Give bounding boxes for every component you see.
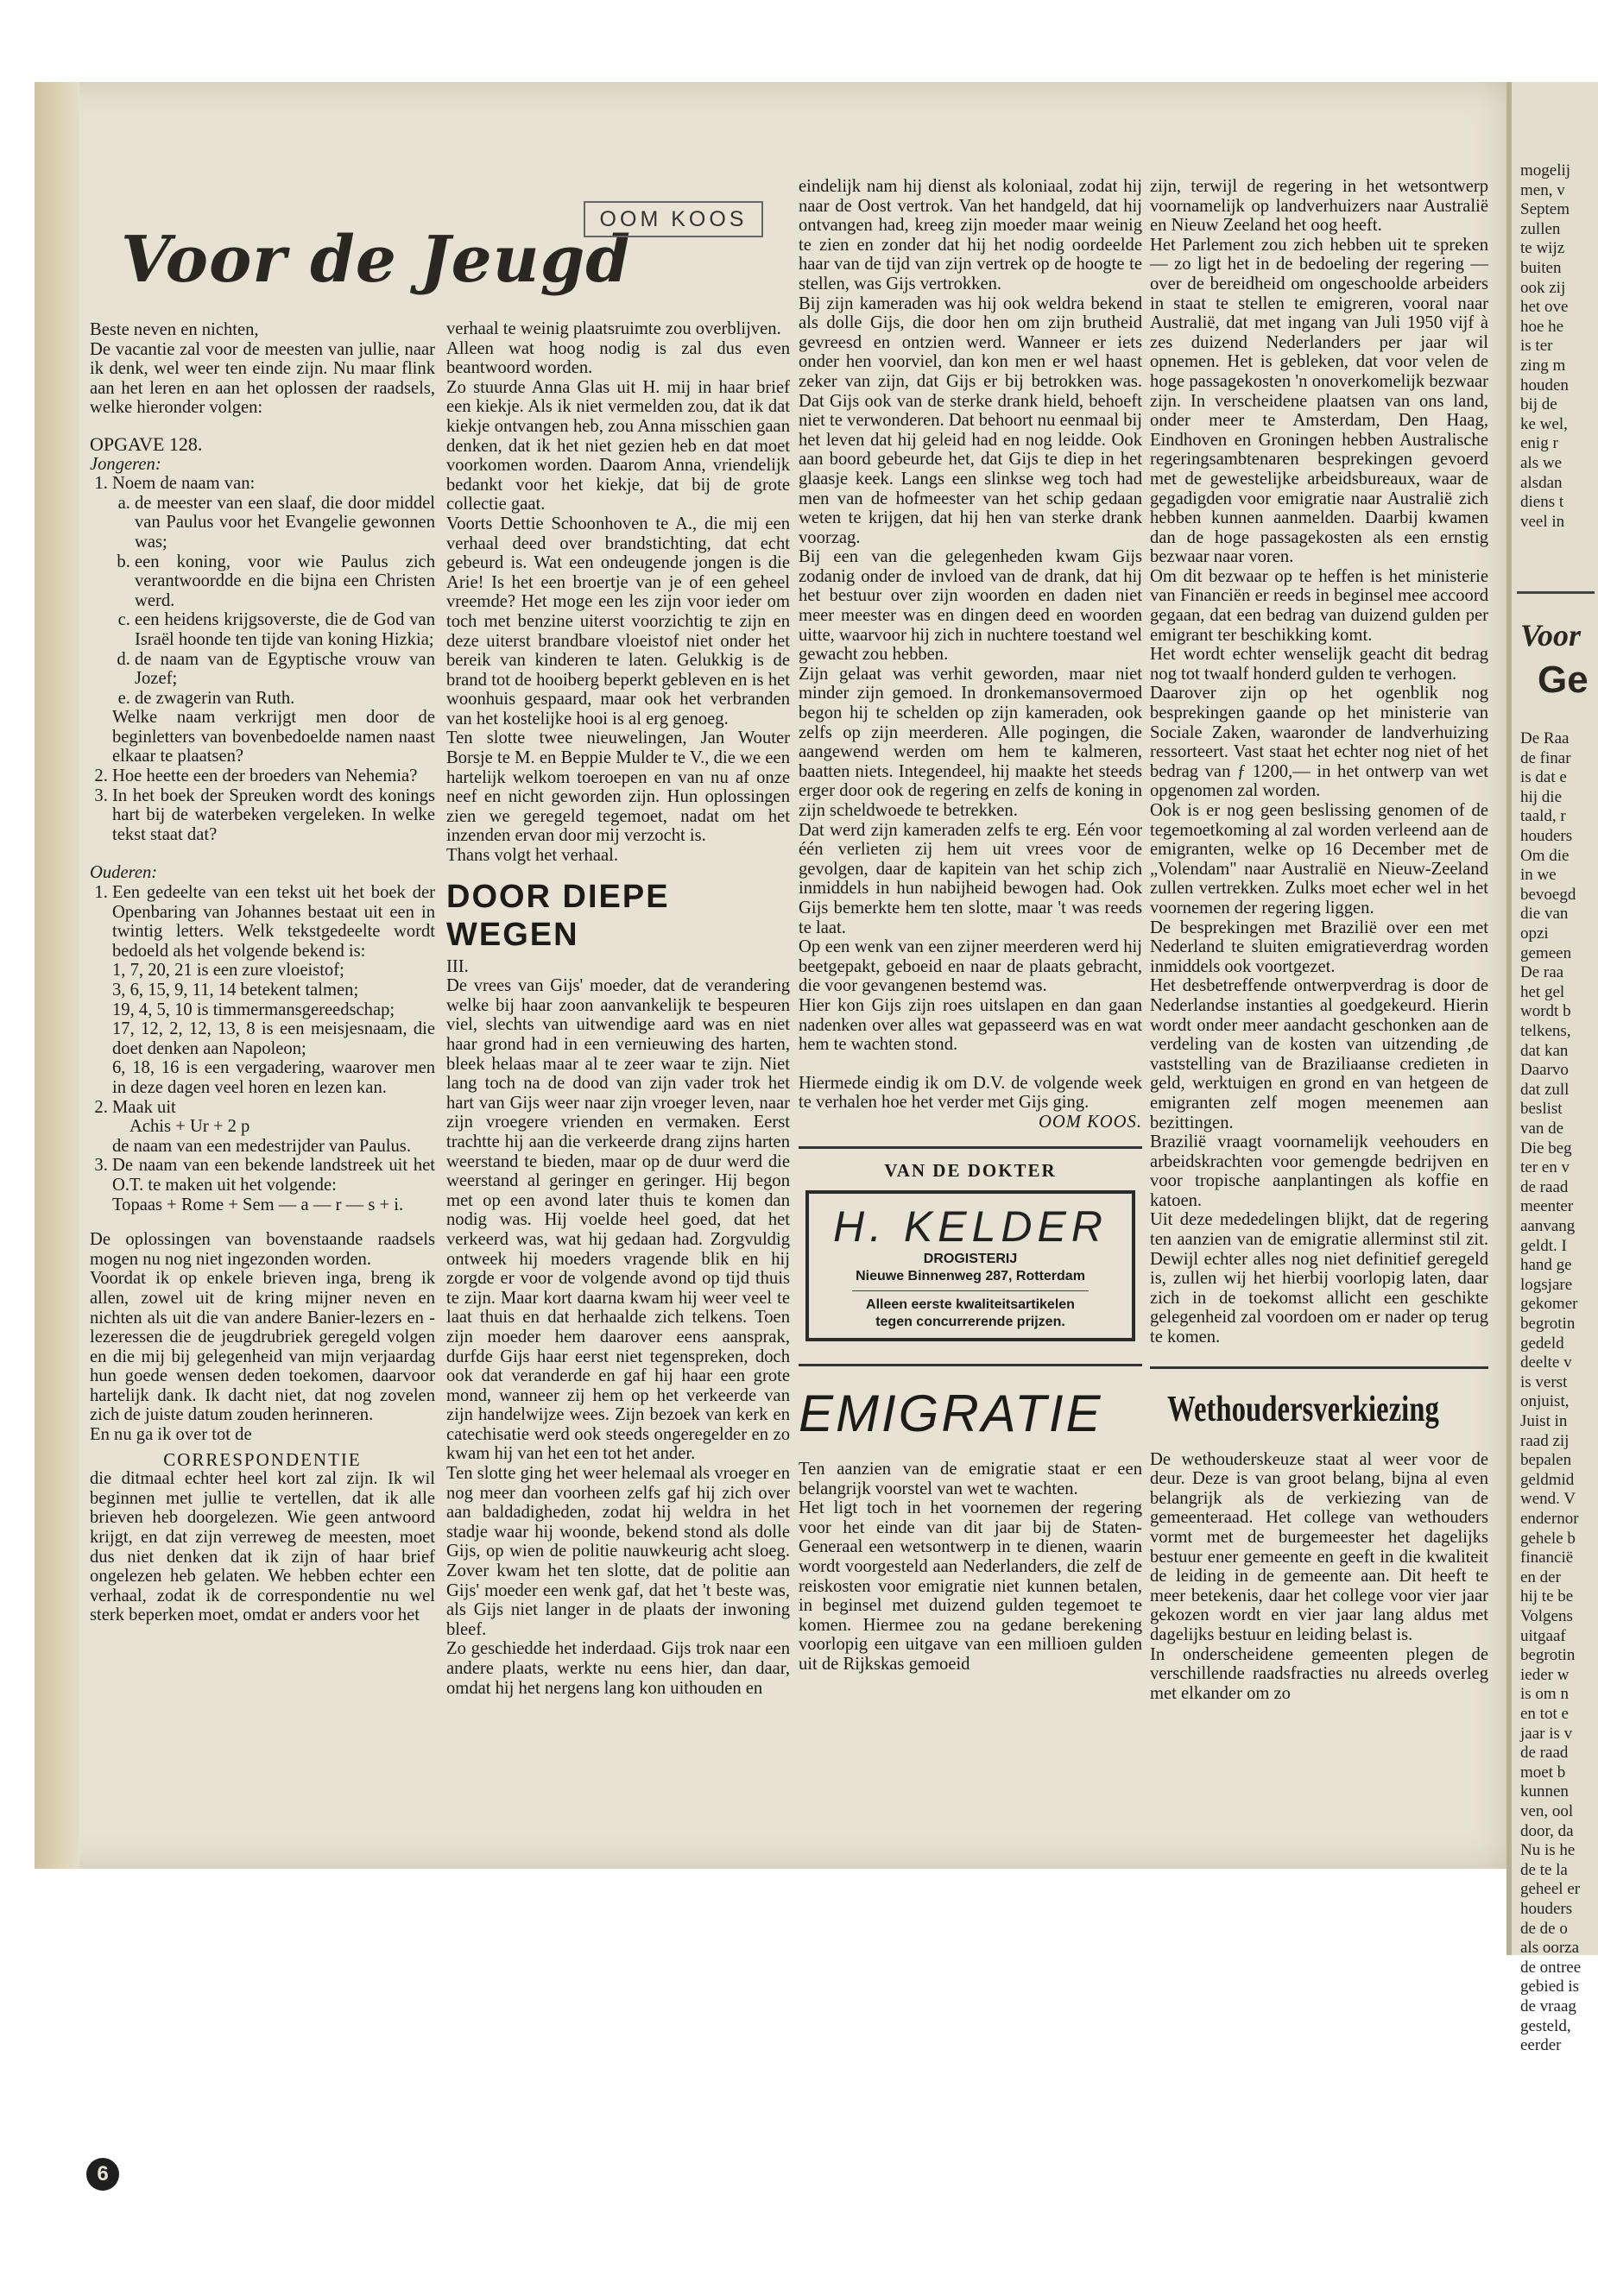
divider — [799, 1146, 1142, 1149]
ad-tagline: tegen concurrerende prijzen. — [875, 1315, 1065, 1330]
clue-line: 3, 6, 15, 9, 11, 14 betekent talmen; — [112, 981, 359, 1000]
correspondentie-heading: CORRESPONDENTIE — [163, 1448, 362, 1470]
adjacent-line: het ove — [1520, 298, 1569, 317]
ouderen-label: Ouderen: — [90, 863, 158, 883]
adjacent-line: gesteld, — [1520, 2016, 1571, 2035]
adjacent-line: dat kan — [1520, 1041, 1569, 1060]
adjacent-title: Ge — [1538, 659, 1589, 701]
closing-paragraph: Hiermede eindig ik om D.V. de volgende week te verhalen hoe het verder met Gijs ging. — [799, 1073, 1142, 1113]
adjacent-line: Septem — [1520, 200, 1570, 219]
adjacent-title: Voor — [1520, 618, 1582, 653]
story-paragraph: Bij een van die gelegenheden kwam Gijs zodanig onder de invloed van de drank, dat hij het bestuur over zijn woorden en daden niet meer meester was en dingen deed en woorden uitte, waarvoor hij zich in nuchtere toestand wel gewacht zou hebben. — [799, 547, 1142, 665]
paragraph: verhaal te weinig plaatsruimte zou overblijven. — [446, 319, 781, 338]
adjacent-line: houders — [1520, 1900, 1573, 1918]
wethouders-title: Wethoudersverkiezing — [1167, 1389, 1439, 1429]
article-paragraph: Uit deze mededelingen blijkt, dat de regering ten aanzien van de emigratie allerminst stil zit. Dewijl echter alles nog niet definitief geregeld is, zullen wij het hierbij voorlopig laten, daar zich in de toekomst allicht een geschikte gelegenheid zal voordoen om er nader op terug te komen. — [1150, 1210, 1488, 1347]
column-1 — [90, 320, 435, 1625]
opgave-heading: OPGAVE 128. — [90, 432, 203, 455]
adjacent-line: men, v — [1520, 180, 1565, 199]
article-paragraph: Ook is er nog geen beslissing genomen of de tegemoetkoming al zal worden verleend aan de emigranten, welke op 16 December met de „Volendam" naar Australië en Nieuw-Zeeland zullen vertrekken. Zulks moet echer wel in het voornemen der regering liggen. — [1150, 801, 1488, 918]
adjacent-line: logsjare — [1520, 1275, 1573, 1294]
column-2 — [446, 319, 790, 1698]
adjacent-line: is verst — [1520, 1372, 1568, 1391]
adjacent-line: de te la — [1520, 1860, 1568, 1879]
ad-divider — [852, 1290, 1089, 1291]
adjacent-line: begrotin — [1520, 1646, 1576, 1665]
advertisement-kelder — [805, 1190, 1135, 1341]
column-4 — [1150, 177, 1488, 1703]
adjacent-line: aanvang — [1520, 1217, 1576, 1235]
column-3 — [799, 177, 1142, 1675]
adjacent-line: buiten — [1520, 259, 1562, 277]
adjacent-line: moet b — [1520, 1763, 1566, 1782]
article-paragraph: Het wordt echter wenselijk geacht dit bedrag nog tot twaalf honderd gulden te verhogen. — [1150, 645, 1488, 684]
adjacent-line: gemeen — [1520, 943, 1572, 962]
adjacent-line: het gel — [1520, 982, 1565, 1001]
question-item: 3. In het boek der Spreuken wordt des konings hart bij de waterbeken vergeleken. In welke tekst staat dat? — [112, 786, 435, 845]
story-paragraph: eindelijk nam hij dienst als koloniaal, zodat hij naar de Oost vertrok. Van het handgeld, dat hij ontvangen had, kreeg zijn moeder maar weinig te zien en zonder dat hij het nodig oordeelde haar van de tijd van zijn vertrek op de hoogte te stellen, was Gijs vertrokken. — [799, 177, 1142, 293]
byline-text: OOM KOOS — [599, 206, 748, 231]
adjacent-line: ter en v — [1520, 1158, 1570, 1177]
adjacent-line: gedeld — [1520, 1334, 1564, 1353]
adjacent-line: de raad — [1520, 1744, 1569, 1763]
adjacent-line: financië — [1520, 1549, 1574, 1567]
section-title: Voor de Jeugd — [121, 223, 632, 297]
adjacent-line: Nu is he — [1520, 1841, 1576, 1860]
sub-question: c. een heidens krijgsoverste, die de God van Israël hoonde ten tijde van koning Hizkia; — [135, 610, 435, 649]
divider — [1517, 591, 1595, 594]
adjacent-line: kunnen — [1520, 1782, 1569, 1801]
adjacent-line: bepalen — [1520, 1451, 1572, 1470]
adjacent-line: als we — [1520, 454, 1563, 472]
paragraph: Alleen wat hoog nodig is zal dus even beantwoord worden. — [446, 338, 790, 378]
adjacent-line: taald, r — [1520, 807, 1566, 826]
adjacent-line: ven, ool — [1520, 1802, 1574, 1820]
adjacent-line: Om die — [1520, 846, 1570, 865]
story-paragraph: Op een wenk van een zijner meerderen werd hij beetgepakt, geboeid en naar de plaats gebracht, die voor gevangenen bestemd was. — [799, 937, 1142, 996]
adjacent-line: enig r — [1520, 434, 1558, 453]
paragraph: Zo stuurde Anna Glas uit H. mij in haar brief een kiekje. Als ik niet vermelden zou, dat ik dat kiekje ontvangen heb, zou Anna misschien gaan denken, dat ik het niet gezien heb en dat moet voorkomen worden. Daarom Anna, vriendelijk bedankt voor het kiekje, dat bij de grote collectie gaat. — [446, 377, 790, 514]
adjacent-line: geheel er — [1520, 1880, 1581, 1899]
article-paragraph: Om dit bezwaar op te heffen is het ministerie van Financiën er reeds in beginsel mee accoord gegaan, dat een bedrag van duizend gulden per emigrant ter beschikking komt. — [1150, 566, 1488, 645]
adjacent-line: uitgaaf — [1520, 1626, 1566, 1645]
adjacent-line: deelte v — [1520, 1353, 1572, 1372]
adjacent-line: Volgens — [1520, 1607, 1573, 1625]
adjacent-line: de vraag — [1520, 1997, 1576, 2015]
page-binding-edge — [35, 82, 79, 1869]
question-item: 1. Een gedeelte van een tekst uit het boek der Openbaring van Johannes bestaat uit een in twintig letters. Welk tekstgedeelte wordt bedoeld als het volgende bekend is: 1, 7, 20, 21 is een zure vloeistof; 3, 6, 15, 9, 11, 14 betekent talmen; 19, 4, 5, 10 is timmermansgereedschap; 17, 12, 2, 12, 13, 8 is een meisjesnaam, die doet denken aan Napoleon; 6, 18, 16 is een vergadering, waarover men in deze dagen veel horen en lezen kan. — [112, 883, 435, 1098]
article-paragraph: zijn, terwijl de regering in het wetsontwerp voornamelijk op landverhuizers naar Australië en Nieuw Zeeland het oog heeft. — [1150, 177, 1488, 236]
adjacent-line: onjuist, — [1520, 1392, 1570, 1411]
adjacent-line: raad zij — [1520, 1431, 1570, 1450]
adjacent-line: Daarvo — [1520, 1061, 1569, 1080]
question-item: 2. Maak uit Achis + Ur + 2 p de naam van een medestrijder van Paulus. — [112, 1098, 435, 1157]
sub-question: a. de meester van een slaaf, die door middel van Paulus voor het Evangelie gewonnen was; — [135, 494, 435, 552]
adjacent-line: wend. V — [1520, 1490, 1576, 1509]
adjacent-line: jaar is v — [1520, 1724, 1573, 1743]
dokter-heading: VAN DE DOKTER — [884, 1159, 1057, 1181]
sub-question: b. een koning, voor wie Paulus zich verantwoordde en die bijna een Christen werd. — [135, 552, 435, 611]
adjacent-page — [1506, 82, 1598, 2055]
byline-box — [584, 201, 763, 237]
adjacent-line: hij die — [1520, 787, 1563, 806]
article-paragraph: Het ligt toch in het voornemen der regering voor het einde van dit jaar bij de Staten-Generaal een wetsontwerp in te dienen, waarin wordt voorgesteld aan Nederlanders, die zelf de reiskosten voor emigratie niet kunnen betalen, in beginsel met duizend gulden tegemoet te komen. Hiermee zou na gedane berekening voorlopig een uitgave van een millioen gulden uit de Rijkskas gemoeid — [799, 1498, 1142, 1675]
adjacent-line: de ontree — [1520, 1958, 1582, 1977]
adjacent-line: gekomer — [1520, 1295, 1578, 1314]
adjacent-line: als oorza — [1520, 1939, 1580, 1958]
adjacent-line: is ter — [1520, 337, 1553, 356]
adjacent-line: ke wel, — [1520, 414, 1568, 433]
adjacent-line: is om n — [1520, 1685, 1569, 1704]
adjacent-line: hand ge — [1520, 1256, 1572, 1275]
adjacent-line: meenter — [1520, 1197, 1574, 1216]
adjacent-line: gebied is — [1520, 1977, 1580, 1996]
adjacent-line: te wijz — [1520, 239, 1565, 258]
adjacent-line: de raad — [1520, 1177, 1569, 1196]
adjacent-line: ook zij — [1520, 278, 1566, 297]
adjacent-line: alsdan — [1520, 473, 1563, 492]
adjacent-line: telkens, — [1520, 1022, 1571, 1040]
story-part: III. — [446, 956, 469, 976]
solutions-note: De oplossingen van bovenstaande raadsels mogen nu nog niet ingezonden worden. — [90, 1230, 435, 1269]
letters-paragraph: Voordat ik op enkele brieven inga, breng ik allen, zowel uit de kring mijner neven en nichten als uit die van andere Banier-lezers en -lezeressen die de jeugdrubriek geregeld volgen en die mij bij gelegenheid van mijn verjaardag hun goede wensen deden toekomen, daarvoor hartelijk dank. Ik dacht niet, dat nog zovelen zich de juiste datum zouden herinneren. — [90, 1269, 435, 1425]
adjacent-line: houders — [1520, 827, 1573, 845]
ad-name: H. KELDER — [833, 1202, 1108, 1252]
formula: Achis + Ur + 2 p — [129, 1117, 250, 1137]
article-paragraph: Ten aanzien van de emigratie staat er een belangrijk voorstel van wet te wachten. — [799, 1460, 1142, 1498]
adjacent-line: de de o — [1520, 1919, 1568, 1938]
adjacent-line: begrotin — [1520, 1315, 1576, 1333]
clue-line: de naam van een medestrijder van Paulus. — [112, 1136, 411, 1156]
adjacent-line: houden — [1520, 375, 1569, 394]
question-item: 2. Hoe heette een der broeders van Nehemia? — [112, 766, 435, 786]
adjacent-line: geldt. I — [1520, 1236, 1567, 1255]
story-paragraph: Hier kon Gijs zijn roes uitslapen en dan gaan nadenken over alles wat gepasseerd was en wat hem te wachten stond. — [799, 995, 1142, 1055]
adjacent-line: en tot e — [1520, 1705, 1569, 1723]
adjacent-line: De raa — [1520, 963, 1564, 982]
paragraph: Ten slotte twee nieuwelingen, Jan Wouter Borsje te M. en Beppie Mulder te V., die we een hartelijk welkom toeroepen en van nu af onze neef en nicht geworden zijn. Hun oplossingen zien we geregeld tegemoet, nadat om het inzenden ervan door mij verzocht is. — [446, 729, 790, 846]
page-number: 6 — [86, 2158, 119, 2191]
adjacent-line: dat zull — [1520, 1080, 1570, 1099]
story-paragraph: Ten slotte ging het weer helemaal als vroeger en nog meer dan voorheen zelfs gaf hij zich over aan baldadigheden, zodat hij weldra in het stadje waar hij woonde, bekend stond als dolle Gijs, op wien de politie nauwkeurig acht sloeg. Zover kwam het ten slotte, dat de politie aan Gijs' moeder een wenk gaf, dat het 't beste was, als Gijs niet langer in de plaats der inwoning bleef. — [446, 1464, 790, 1639]
transition-line: En nu ga ik over tot de — [90, 1425, 252, 1445]
adjacent-line: beslist — [1520, 1100, 1563, 1119]
adjacent-line: in we — [1520, 866, 1557, 885]
question-item: 3. De naam van een bekende landstreek uit het O.T. te maken uit het volgende: Topaas + Rome + Sem — a — r — s + i. — [112, 1156, 435, 1214]
adjacent-line: veel in — [1520, 512, 1565, 531]
adjacent-line: hoe he — [1520, 317, 1564, 336]
adjacent-line: door, da — [1520, 1821, 1574, 1840]
story-paragraph: Dat werd zijn kameraden zelfs te erg. Eén voor één verlieten zij hem uit vrees voor de gevolgen, daar de kapitein van het schip zich inmiddels in hun nabijheid bewogen had. Ook Gijs bemerkte hem ten slotte, maar 't was reeds te laat. — [799, 820, 1142, 937]
sub-question: e. de zwagerin van Ruth. — [135, 689, 435, 709]
adjacent-line: diens t — [1520, 493, 1564, 512]
story-paragraph: Zijn gelaat was verhit geworden, maar niet minder zijn gemoed. In dronkemansovermoed begon hij te schelden op zijn kameraden, ook zelfs op zijn meerderen. Alle pogingen, die aangewend werden om hem te kalmeren, baatten niets. Integendeel, hij maakte het steeds erger door ook de regering en zelfs de koning in zijn scheldwoede te betrekken. — [799, 664, 1142, 820]
clue-line: 17, 12, 2, 12, 13, 8 is een meisjesnaam, die doet denken aan Napoleon; — [112, 1019, 435, 1058]
sub-questions — [112, 494, 435, 709]
clue-line: 1, 7, 20, 21 is een zure vloeistof; — [112, 961, 344, 981]
adjacent-line: zullen — [1520, 219, 1561, 238]
story-paragraph: Zo geschiedde het inderdaad. Gijs trok naar een andere plaats, werkte nu eens hier, dan daar, omdat hij het nergens lang kon uithouden en — [446, 1639, 790, 1698]
adjacent-line: ieder w — [1520, 1665, 1570, 1684]
adjacent-line: Die beg — [1520, 1139, 1572, 1157]
article-paragraph: Brazilië vraagt voornamelijk veehouders en arbeidskrachten voor gemengde bedrijven en voor tropische aanplantingen als koffie en katoen. — [1150, 1132, 1488, 1210]
story-title: DOOR DIEPE WEGEN — [446, 878, 670, 953]
clue-line: 19, 4, 5, 10 is timmermansgereedschap; — [112, 1000, 395, 1019]
adjacent-line: bevoegd — [1520, 885, 1576, 904]
adjacent-line: geldmid — [1520, 1470, 1575, 1489]
question-item: 1. Noem de naam van: a. de meester van een slaaf, die door middel van Paulus voor het Evangelie gewonnen was; b. een koning, voor wie Paulus zich verantwoordde en die bijna een Christen werd. c. een heidens krijgsoverste, die de God van Israël hoonde ten tijde van koning Hizkia; d. de naam van de Egyptische vrouw van Jozef; e. de zwagerin van Ruth. Welke naam verkrijgt men door de beginletters van bovenbedoelde namen naast elkaar te plaatsen? — [112, 474, 435, 766]
adjacent-line: bij de — [1520, 395, 1557, 414]
adjacent-line: eerder — [1520, 2036, 1562, 2055]
adjacent-line: endernor — [1520, 1510, 1579, 1528]
article-paragraph: Daarover zijn op het ogenblik nog besprekingen gaande op het ministerie van Sociale Zaken, waaronder de landverhuizing ressorteert. Vast staat het echter nog niet of het bedrag van ƒ 1200,— in het ontwerp van wet opgenomen zal worden. — [1150, 684, 1488, 801]
intro-paragraph: De vacantie zal voor de meesten van jullie, naar ik denk, wel weer ten einde zijn. Nu maar flink aan het leren en aan het oplossen der raadsels, welke hieronder volgen: — [90, 339, 435, 418]
adjacent-line: is dat e — [1520, 768, 1567, 787]
adjacent-line: mogelij — [1520, 161, 1571, 180]
adjacent-line: hij te be — [1520, 1587, 1574, 1606]
story-paragraph: Bij zijn kameraden was hij ook weldra bekend als dolle Gijs, die door hen om zijn brutheid gevreesd en ontzien werd. Wanneer er iets onder hen voorviel, dan kon men er wel haast zeker van zijn, dat Gijs er bij betrokken was. Dat Gijs ook van de sterke drank hield, behoeft niet te verwonderen. Dat behoort nu eenmaal bij het leven dat hij geleid had en nog leidde. Ook aan boord gebeurde het, dat Gijs te diep in het glaasje keek. Langs een slinkse weg toch had men van de hofmeester van het schip gedaan weten te krijgen, dat hij hen van sterke drank voorzag. — [799, 293, 1142, 547]
adjacent-line: de finar — [1520, 748, 1571, 767]
adjacent-line: opzi — [1520, 924, 1549, 943]
adjacent-line: die van — [1520, 905, 1569, 924]
sub-question: d. de naam van de Egyptische vrouw van Jozef; — [135, 650, 435, 689]
adjacent-line: Juist in — [1520, 1412, 1568, 1430]
jongeren-label: Jongeren: — [90, 454, 161, 474]
ad-tagline: Alleen eerste kwaliteitsartikelen — [866, 1297, 1075, 1313]
adjacent-line: gehele b — [1520, 1529, 1576, 1548]
adjacent-line: van de — [1520, 1120, 1564, 1138]
divider — [1150, 1366, 1488, 1369]
article-paragraph: De besprekingen met Brazilië over een met Nederland te sluiten emigratieverdrag worden inmiddels ook voortgezet. — [1150, 918, 1488, 976]
story-paragraph: De vrees van Gijs' moeder, dat de verandering welke bij haar zoon aanvankelijk te bespeuren viel, slechts van uitwendige aard was en niet haar grond had in een vernieuwing des harten, bleek helaas maar al te zeer waar te zijn. Niet lang toch na de dood van zijn vader trok het hart van Gijs weer naar zijn vroeger leven, naar zijn vroegere vrienden en vermaken. Eerst trachtte hij aan die verkeerde drang zijns harten weerstand te bieden, maar op de duur werd die weerstand al geringer en geringer. Hij begon met op een avond later thuis te komen dan nodig was. Hij voelde heel goed, dat het verkeerd was, wat hij gedaan had. Zorgvuldig ontweek hij moeders vragende blik en hij zorgde er voor de volgende avond op tijd thuis te zijn. Maar kort daarna kwam hij weer veel te laat thuis en dat herhaalde zich telkens. Toen zijn moeder hem daarover eens aansprak, durfde Gijs haar eerst niet tegenspreken, doch ook dat veranderde en gaf hij haar een grote mond, wanneer zij hem op het verkeerde van zijn handelwijze wees. Zijn bezoek van kerk en catechisatie werd ook steeds ongeregelder en zo kwam hij van het een tot het ander. — [446, 976, 790, 1464]
jongeren-questions — [90, 474, 435, 844]
correspondentie-paragraph: die ditmaal echter heel kort zal zijn. Ik wil beginnen met jullie te vertellen, dat ik alle brieven heb doorgelezen. Wie geen antwoord krijgt, en dat zijn verreweg de meesten, moet dus niet denken dat ik zijn of haar brief ongelezen heb gelaten. We hebben echter een verhaal, zodat ik de correspondentie nu wel sterk beperken moet, omdat er anders voor het — [90, 1469, 435, 1625]
greeting: Beste neven en nichten, — [90, 320, 259, 339]
emigratie-title: EMIGRATIE — [799, 1385, 1103, 1443]
adjacent-line: wordt b — [1520, 1002, 1571, 1021]
adjacent-line: en der — [1520, 1567, 1561, 1586]
question-extra: Welke naam verkrijgt men door de beginletters van bovenbedoelde namen naast elkaar te plaatsen? — [112, 708, 435, 766]
ouderen-questions — [90, 883, 435, 1214]
adjacent-line: zing m — [1520, 356, 1566, 375]
signature: OOM KOOS. — [1039, 1112, 1142, 1132]
ad-subtitle: DROGISTERIJ — [923, 1252, 1018, 1267]
ad-address: Nieuwe Binnenweg 287, Rotterdam — [856, 1269, 1085, 1284]
adjacent-line: De Raa — [1520, 729, 1570, 747]
article-paragraph: Het Parlement zou zich hebben uit te spreken — zo ligt het in de bedoeling der regering — over de bereidheid om ongeschoolde arbeiders in staat te stellen te emigreren, vooral naar Australië, dat met ingang van Juli 1950 vijf à zes duizend Nederlanders per jaar wil opnemen. Het is gebleken, dat voor velen de hoge passagekosten 'n onoverkomelijk bezwaar zijn. In verscheidene plaatsen van ons land, onder meer te Amsterdam, Den Haag, Eindhoven en Groningen hebben Australische regeringsambtenaren besprekingen gevoerd met de gewestelijke arbeidsbureaux, waar de gegadigden voor emigratie naar Australië zich hebben kunnen aanmelden. Daarbij kwamen dan de hoge passagekosten als een ernstig bezwaar naar voren. — [1150, 235, 1488, 567]
divider — [799, 1364, 1142, 1366]
formula: Topaas + Rome + Sem — a — r — s + i. — [112, 1195, 404, 1214]
article-paragraph: In onderscheidene gemeenten plegen de verschillende raadsfracties nu alreeds overleg met elkander om zo — [1150, 1644, 1488, 1703]
paragraph: Thans volgt het verhaal. — [446, 846, 619, 866]
article-paragraph: Het desbetreffende ontwerpverdrag is door de Nederlandse instanties al goedgekeurd. Hierin wordt onder meer aandacht geschonken aan de verdeling van de kosten van uitzending ,de vaststelling van de Braziliaanse credieten in geld, werktuigen en grond en van hetgeen de emigranten zelf mogen meenemen aan bezittingen. — [1150, 976, 1488, 1132]
clue-line: 6, 18, 16 is een vergadering, waarover men in deze dagen veel horen en lezen kan. — [112, 1058, 435, 1097]
article-paragraph: De wethouderskeuze staat al weer voor de deur. Deze is van groot belang, bijna al even belangrijk als de verkiezing van de gemeenteraad. Het college van wethouders vormt met de burgemeester het dagelijks bestuur ener gemeente en geeft in die kwaliteit de leiding in de gemeente aan. Dit heeft te meer betekenis, daar het college voor vier jaar gekozen wordt en vier jaar lang aldus met dagelijks bestuur en leiding belast is. — [1150, 1449, 1488, 1644]
paragraph: Voorts Dettie Schoonhoven te A., die mij een verhaal deed over brandstichting, dat echt gebeurd is. Wat een ondeugende jongen is die Arie! Is het een broertje van je of een geheel vreemde? Het moge een les zijn voor ieder om toch met benzine uiterst voorzichtig te zijn en deze uiterst brandbare vloeistof niet onder het bereik van kinderen te laten. Gelukkig is de brand tot de hooiberg beperkt gebleven en is het woonhuis gespaard, maar ook het verbranden van het kostelijke hooi is al erg genoeg. — [446, 514, 790, 729]
